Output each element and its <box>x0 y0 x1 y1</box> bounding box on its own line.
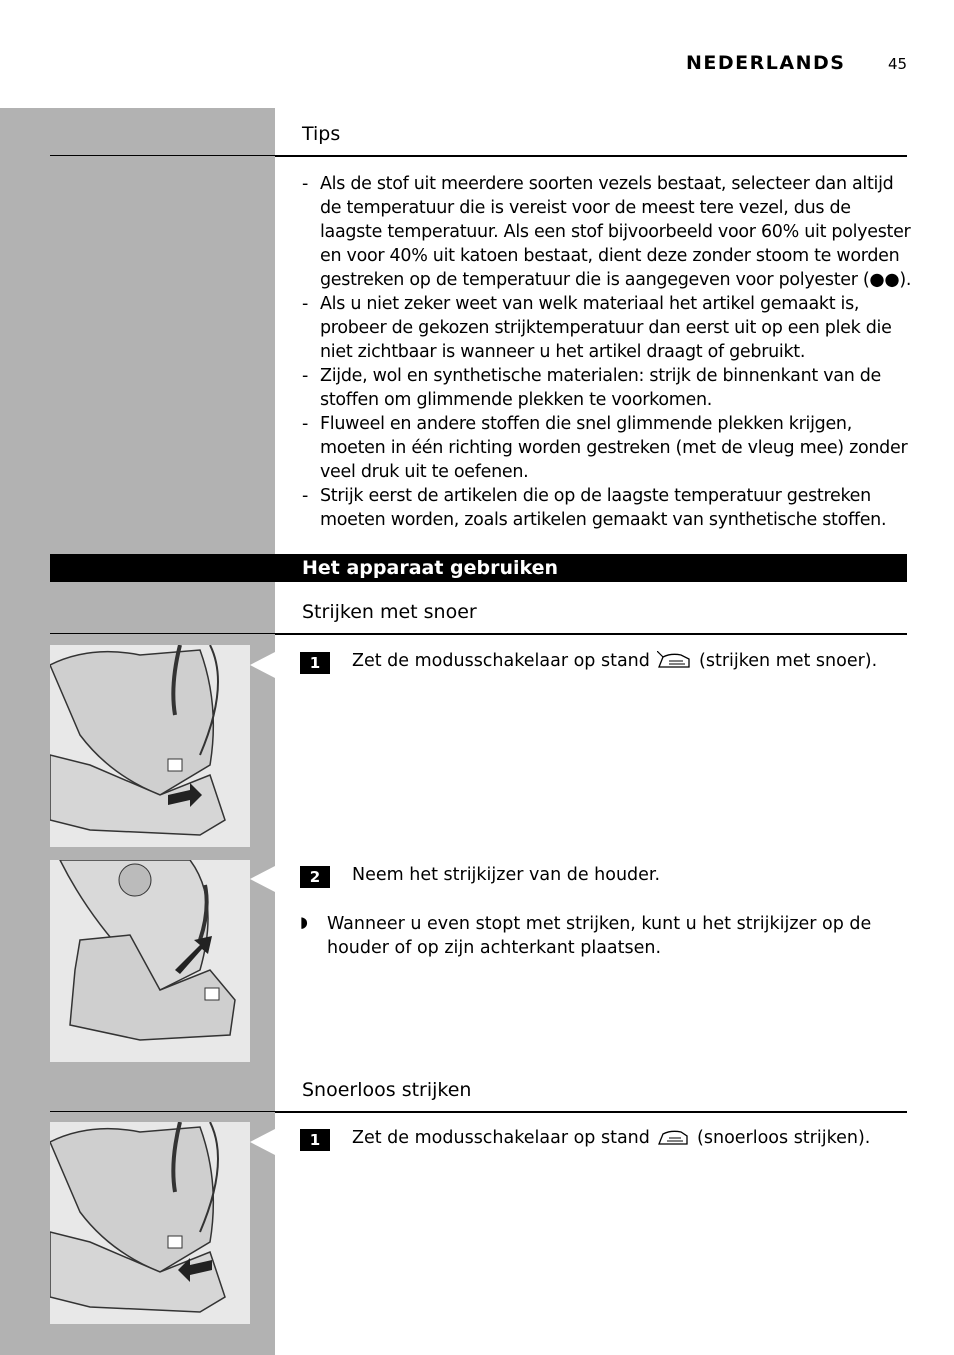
cordless-heading: Snoerloos strijken <box>302 1079 472 1101</box>
list-item: - Fluweel en andere stoffen die snel glimmende plekken krijgen, moeten in één richting worden gestreken (met de vleug mee) zonder veel druk uit te oefenen. <box>302 414 908 482</box>
divider <box>50 633 275 634</box>
step-badge: 1 <box>300 652 330 674</box>
note-text: Wanneer u even stopt met strijken, kunt u het strijkijzer op de houder of op zijn achterkant plaatsen. <box>327 914 872 958</box>
callout-pointer <box>250 652 275 678</box>
iron-lifted-image <box>50 860 250 1060</box>
step-badge: 1 <box>300 1129 330 1151</box>
step-badge: 2 <box>300 866 330 888</box>
illustration-mode-switch-cordless <box>50 1122 250 1324</box>
step-text: Zet de modusschakelaar op stand (snoerloos strijken). <box>352 1128 870 1151</box>
iron-on-stand-image <box>50 1122 250 1324</box>
header-language: NEDERLANDS <box>686 52 846 74</box>
illustration-lift-iron <box>50 860 250 1062</box>
step-text: Zet de modusschakelaar op stand (strijken met snoer). <box>352 651 877 674</box>
step-text: Neem het strijkijzer van de houder. <box>352 865 661 885</box>
divider <box>50 1111 275 1112</box>
divider <box>50 155 275 156</box>
divider <box>275 1111 907 1113</box>
divider <box>275 155 907 157</box>
divider <box>275 633 907 635</box>
illustration-mode-switch-corded <box>50 645 250 847</box>
corded-iron-icon <box>657 651 691 674</box>
list-item: - Als u niet zeker weet van welk materiaal het artikel gemaakt is, probeer de gekozen strijktemperatuur dan eerst uit op een plek die niet zichtbaar is wanneer u het artikel draagt of gebruikt. <box>302 294 892 362</box>
callout-pointer <box>250 1129 275 1155</box>
section-title-bar <box>50 554 907 582</box>
cordless-iron-icon <box>657 1128 689 1151</box>
tips-list <box>302 172 912 532</box>
note-marker: ◗ <box>300 913 308 931</box>
section-title: Het apparaat gebruiken <box>302 557 559 579</box>
iron-on-stand-image <box>50 645 250 847</box>
tips-heading: Tips <box>302 123 341 145</box>
list-item: - Zijde, wol en synthetische materialen: strijk de binnenkant van de stoffen om glimmende plekken te voorkomen. <box>302 366 882 410</box>
page-number: 45 <box>888 55 908 73</box>
corded-heading: Strijken met snoer <box>302 601 477 623</box>
list-item: - Strijk eerst de artikelen die op de laagste temperatuur gestreken moeten worden, zoals artikelen gemaakt van synthetische stoffen. <box>302 486 887 530</box>
callout-pointer <box>250 866 275 892</box>
list-item: - Als de stof uit meerdere soorten vezels bestaat, selecteer dan altijd de temperatuur die is vereist voor de meest tere vezel, dus de laagste temperatuur. Als een stof bijvoorbeeld voor 60% uit polyester en voor 40% uit katoen bestaat, dient deze zonder stoom te worden gestreken op de temperatuur die is aangegeven voor polyester (●●). <box>302 174 912 290</box>
